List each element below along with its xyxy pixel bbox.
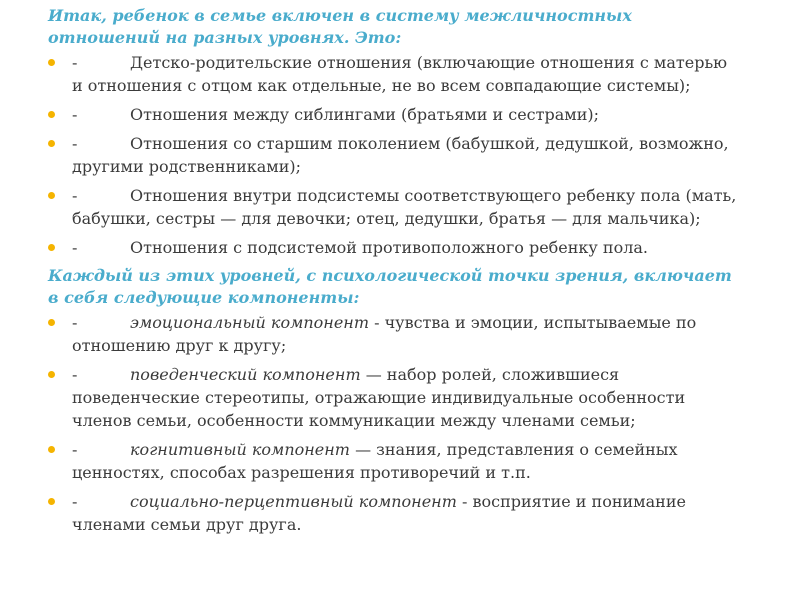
item-text: - чувства и эмоции, испытываемые по отношению друг к другу; bbox=[72, 313, 697, 355]
bullet-icon bbox=[48, 244, 55, 251]
bullet-icon bbox=[48, 111, 55, 118]
list-item bbox=[48, 490, 740, 536]
bullet-icon bbox=[48, 59, 55, 66]
components-list bbox=[48, 311, 740, 536]
item-text: Детско-родительские отношения (включающие отношения с матерью и отношения с отцом как отдельные, не во всем совпадающие системы); bbox=[72, 53, 728, 95]
item-text: — набор ролей, сложившиеся поведенческие стереотипы, отражающие индивидуальные особенности членов семьи, особенности коммуникации между членами семьи; bbox=[72, 365, 686, 430]
dash: - bbox=[72, 440, 78, 459]
bullet-icon bbox=[48, 498, 55, 505]
list-item bbox=[48, 184, 740, 230]
item-text: Отношения со старшим поколением (бабушкой, дедушкой, возможно, другими родственниками); bbox=[72, 134, 729, 176]
dash: - bbox=[72, 186, 78, 205]
item-text: - восприятие и понимание членами семьи друг друга. bbox=[72, 492, 686, 534]
item-text: — знания, представления о семейных ценностях, способах разрешения противоречий и т.п. bbox=[72, 440, 678, 482]
bullet-icon bbox=[48, 140, 55, 147]
list-item bbox=[48, 438, 740, 484]
item-text: Отношения между сиблингами (братьями и сестрами); bbox=[130, 105, 599, 124]
component-term: социально-перцептивный компонент bbox=[130, 492, 457, 511]
dash: - bbox=[72, 365, 78, 384]
dash: - bbox=[72, 134, 78, 153]
bullet-icon bbox=[48, 192, 55, 199]
dash: - bbox=[72, 313, 78, 332]
component-term: эмоциональный компонент bbox=[130, 313, 370, 332]
list-item bbox=[48, 132, 740, 178]
dash: - bbox=[72, 492, 78, 511]
dash: - bbox=[72, 105, 78, 124]
dash: - bbox=[72, 238, 78, 257]
bullet-icon bbox=[48, 319, 55, 326]
dash: - bbox=[72, 53, 78, 72]
item-text: Отношения внутри подсистемы соответствующего ребенку пола (мать, бабушки, сестры — для девочки; отец, дедушки, братья — для мальчика); bbox=[72, 186, 737, 228]
list-item bbox=[48, 236, 740, 259]
bullet-icon bbox=[48, 446, 55, 453]
list-item bbox=[48, 51, 740, 97]
item-text: Отношения с подсистемой противоположного ребенку пола. bbox=[130, 238, 649, 257]
levels-list bbox=[48, 51, 740, 259]
section-heading-levels: Итак, ребенок в семье включен в систему межличностных отношений на разных уровнях. Это: bbox=[48, 6, 632, 47]
component-term: когнитивный компонент bbox=[130, 440, 350, 459]
bullet-icon bbox=[48, 371, 55, 378]
component-term: поведенческий компонент bbox=[130, 365, 361, 384]
list-item bbox=[48, 363, 740, 432]
list-item bbox=[48, 311, 740, 357]
list-item bbox=[48, 103, 740, 126]
section-heading-components: Каждый из этих уровней, с психологической точки зрения, включает в себя следующие компоненты: bbox=[48, 266, 732, 307]
